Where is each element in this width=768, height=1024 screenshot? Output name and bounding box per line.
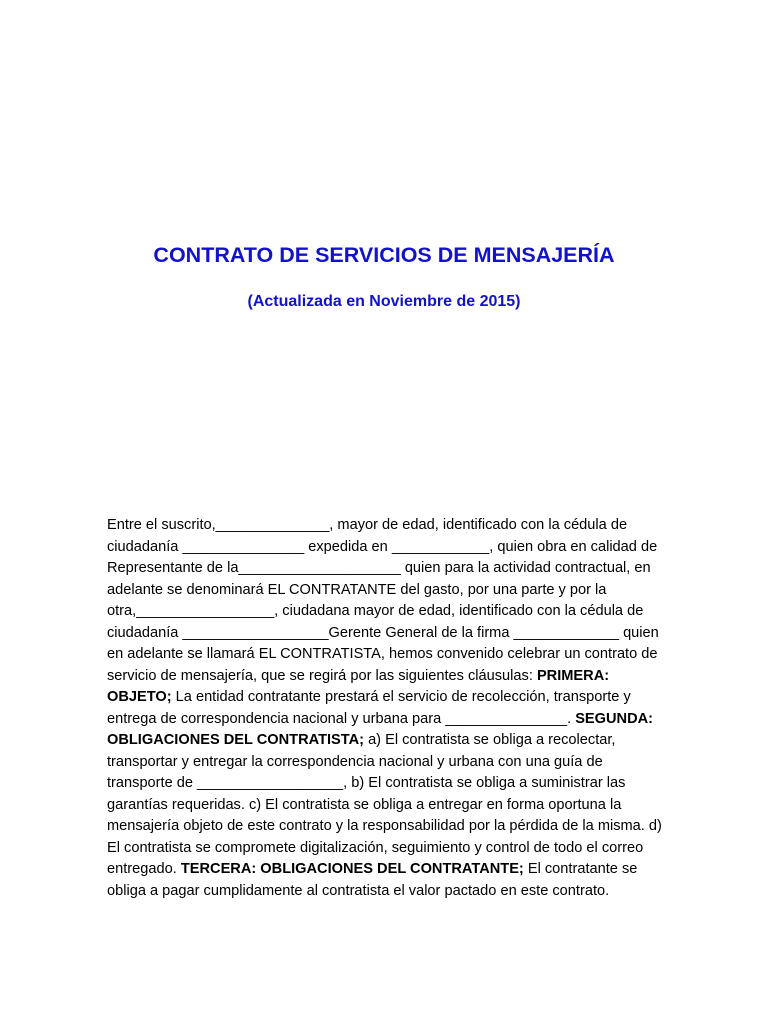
- clause-3-heading: TERCERA: OBLIGACIONES DEL CONTRATANTE;: [180, 861, 524, 877]
- contract-body-paragraph: [107, 515, 669, 902]
- document-title: CONTRATO DE SERVICIOS DE MENSAJERÍA: [153, 243, 615, 267]
- clause-1-text: La entidad contratante prestará el servicio de recolección, transporte y entrega de correspondencia nacional y urbana para _______________.: [107, 689, 631, 727]
- clause-1-heading: PRIMERA: OBJETO;: [107, 667, 610, 705]
- document-subtitle: (Actualizada en Noviembre de 2015): [247, 293, 521, 310]
- intro-text: Entre el suscrito,______________, mayor de edad, identificado con la cédula de ciudadanía _______________ expedida en ____________, quien obra en calidad de Representante de la____________________ quien para la actividad contractual, en adelante se denominará EL CONTRATANTE del gasto, por una parte y por la otra,_________________, ciudadana mayor de edad, identificado con la cédula de ciudadanía __________________Gerente General de la firma _____________ quien en adelante se llamará EL CONTRATISTA, hemos convenido celebrar un contrato de servicio de mensajería, que se regirá por las siguientes cláusulas:: [107, 517, 659, 684]
- clause-3-text: El contratante se obliga a pagar cumplidamente al contratista el valor pactado en este contrato.: [107, 861, 638, 899]
- clause-2-heading: SEGUNDA: OBLIGACIONES DEL CONTRATISTA;: [107, 710, 654, 748]
- clause-2-text: a) El contratista se obliga a recolectar, transportar y entregar la correspondencia nacional y urbana con una guía de transporte de __________________, b) El contratista se obliga a suministrar las garantías requeridas. c) El contratista se obliga a entregar en forma oportuna la mensajería objeto de este contrato y la responsabilidad por la pérdida de la misma. d) El contratista se compromete digitalización, seguimiento y control de todo el correo entregado.: [107, 732, 662, 877]
